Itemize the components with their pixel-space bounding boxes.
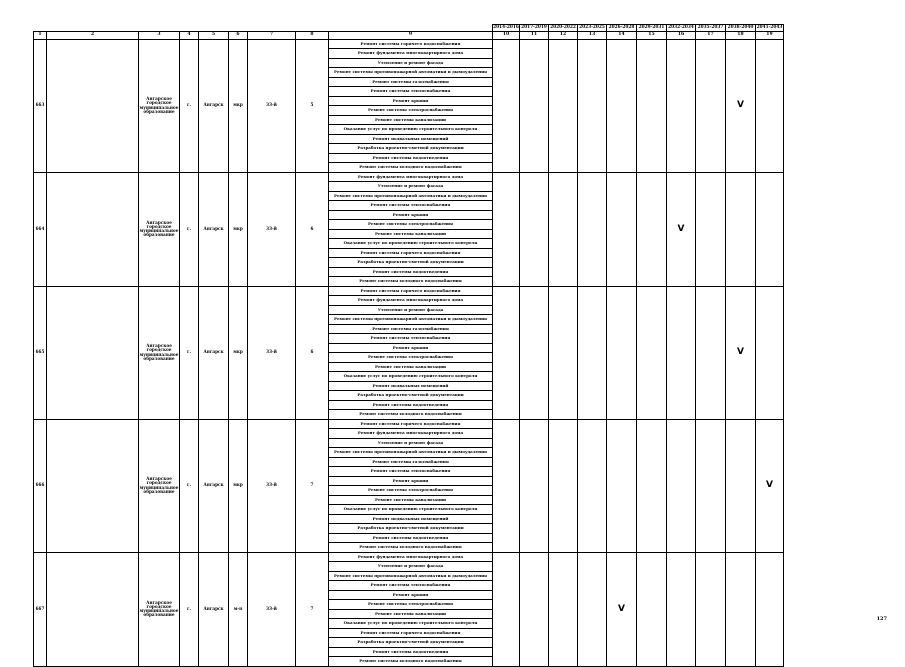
- period-cell: [696, 39, 726, 172]
- work-type-cell: Ремонт системы горячего водоснабжения: [329, 419, 493, 429]
- column-number-cell: 14: [607, 32, 637, 40]
- district-cell: [47, 419, 139, 552]
- work-type-cell: Ремонт крыши: [329, 476, 493, 486]
- column-number-cell: 12: [549, 32, 578, 40]
- period-cell: [696, 172, 726, 286]
- scheduled-mark: V: [756, 419, 784, 552]
- work-type-cell: Ремонт системы электроснабжения: [329, 353, 493, 363]
- period-header-cell: 2020-2022: [550, 24, 576, 30]
- work-type-cell: Ремонт системы противопожарной автоматики и дымоудаления: [329, 68, 493, 78]
- period-cell: [549, 39, 578, 172]
- page-number: 127: [876, 616, 887, 622]
- work-type-cell: Ремонт системы противопожарной автоматики и дымоудаления: [329, 315, 493, 325]
- header-blank-cell: [34, 25, 47, 32]
- column-number-row: [34, 32, 784, 40]
- settlement-type-cell: г.: [180, 39, 199, 172]
- period-cell: [607, 172, 637, 286]
- settlement-type-cell: г.: [180, 286, 199, 419]
- column-number-cell: 17: [696, 32, 726, 40]
- period-cell: [549, 552, 578, 666]
- period-cell: [607, 39, 637, 172]
- work-type-cell: Ремонт системы противопожарной автоматики и дымоудаления: [329, 571, 493, 581]
- period-header-cell: 2029-2031: [637, 25, 667, 32]
- work-type-cell: Ремонт системы водоотведения: [329, 267, 493, 277]
- header-blank-cell: [329, 25, 493, 32]
- work-type-cell: Ремонт системы горячего водоснабжения: [329, 628, 493, 638]
- period-cell: [520, 552, 549, 666]
- settlement-type-cell: г.: [180, 419, 199, 552]
- street-cell: 33-й: [248, 286, 296, 419]
- work-type-cell: Ремонт системы канализации: [329, 229, 493, 239]
- period-cell: [520, 39, 549, 172]
- work-type-cell: Ремонт системы теплоснабжения: [329, 467, 493, 477]
- column-number-cell: 6: [229, 32, 248, 40]
- work-type-cell: Ремонт системы противопожарной автоматики и дымоудаления: [329, 191, 493, 201]
- column-number-cell: 10: [493, 32, 520, 40]
- work-type-cell: Ремонт системы противопожарной автоматики и дымоудаления: [329, 448, 493, 458]
- period-cell: [637, 39, 667, 172]
- header-blank-cell: [248, 25, 296, 32]
- work-type-cell: Ремонт системы канализации: [329, 609, 493, 619]
- work-type-cell: Ремонт системы электроснабжения: [329, 486, 493, 496]
- column-number-cell: 18: [726, 32, 756, 40]
- column-number-cell: 4: [180, 32, 199, 40]
- period-cell: [637, 552, 667, 666]
- header-blank-cell: [229, 25, 248, 32]
- work-type-cell: Ремонт крыши: [329, 210, 493, 220]
- settlement-cell: Ангарск: [199, 172, 229, 286]
- work-type-cell: Ремонт системы холодного водоснабжения: [329, 163, 493, 173]
- building-number-cell: 664: [34, 172, 47, 286]
- period-cell: [667, 552, 696, 666]
- period-header-cell: 2041-2043: [756, 24, 783, 30]
- table-row: [34, 39, 784, 49]
- work-type-cell: Утепление и ремонт фасада: [329, 58, 493, 68]
- work-type-cell: Ремонт системы горячего водоснабжения: [329, 39, 493, 49]
- period-header-cell: 2035-2037: [696, 25, 726, 32]
- period-header-cell: 2038-2040: [726, 25, 756, 32]
- period-header-row: [34, 25, 784, 32]
- scheduled-mark: V: [726, 286, 756, 419]
- column-number-cell: 5: [199, 32, 229, 40]
- period-cell: [637, 419, 667, 552]
- street-cell: 33-й: [248, 419, 296, 552]
- work-type-cell: Ремонт системы канализации: [329, 115, 493, 125]
- district-cell: [47, 286, 139, 419]
- column-number-cell: 11: [520, 32, 549, 40]
- settlement-cell: Ангарск: [199, 39, 229, 172]
- work-type-cell: Оказание услуг по проведению строительного контроля: [329, 125, 493, 135]
- work-type-cell: Оказание услуг по проведению строительного контроля: [329, 372, 493, 382]
- period-cell: [578, 39, 607, 172]
- municipality-cell: Ангарское городское муниципальное образование: [139, 419, 180, 552]
- work-type-cell: Ремонт системы холодного водоснабжения: [329, 543, 493, 553]
- building-number-cell: 667: [34, 552, 47, 666]
- work-type-cell: Разработка проектно-сметной документации: [329, 144, 493, 154]
- work-type-cell: Ремонт системы водоотведения: [329, 153, 493, 163]
- period-cell: [696, 552, 726, 666]
- work-type-cell: Разработка проектно-сметной документации: [329, 391, 493, 401]
- work-type-cell: Утепление и ремонт фасада: [329, 305, 493, 315]
- scheduled-mark: V: [726, 39, 756, 172]
- work-type-cell: Ремонт системы холодного водоснабжения: [329, 657, 493, 667]
- settlement-cell: Ангарск: [199, 552, 229, 666]
- period-cell: [578, 419, 607, 552]
- period-cell: [607, 286, 637, 419]
- scheduled-mark: V: [607, 552, 637, 666]
- period-cell: [493, 286, 520, 419]
- work-type-cell: Оказание услуг по проведению строительного контроля: [329, 505, 493, 515]
- municipality-cell: Ангарское городское муниципальное образование: [139, 552, 180, 666]
- period-cell: [756, 39, 784, 172]
- work-type-cell: Ремонт системы теплоснабжения: [329, 201, 493, 211]
- work-type-cell: Оказание услуг по проведению строительного контроля: [329, 239, 493, 249]
- building-number-cell: 666: [34, 419, 47, 552]
- work-type-cell: Разработка проектно-сметной документации: [329, 524, 493, 534]
- period-cell: [578, 552, 607, 666]
- municipality-cell: Ангарское городское муниципальное образование: [139, 39, 180, 172]
- period-cell: [520, 286, 549, 419]
- street-type-cell: м-н: [229, 552, 248, 666]
- work-type-cell: Ремонт системы горячего водоснабжения: [329, 248, 493, 258]
- work-type-cell: Ремонт системы холодного водоснабжения: [329, 277, 493, 287]
- column-number-cell: 16: [667, 32, 696, 40]
- period-cell: [726, 419, 756, 552]
- settlement-cell: Ангарск: [199, 419, 229, 552]
- period-header-cell: 2014-2016: [493, 24, 519, 30]
- period-cell: [607, 419, 637, 552]
- settlement-cell: Ангарск: [199, 286, 229, 419]
- work-type-cell: Ремонт системы газоснабжения: [329, 324, 493, 334]
- house-cell: 6: [296, 286, 329, 419]
- period-cell: [696, 419, 726, 552]
- period-cell: [696, 286, 726, 419]
- header-blank-cell: [47, 25, 139, 32]
- period-cell: [756, 552, 784, 666]
- work-type-cell: Ремонт фундамента многоквартирного дома: [329, 296, 493, 306]
- period-cell: [520, 172, 549, 286]
- period-cell: [637, 172, 667, 286]
- period-header-cell: 2017-2019: [521, 24, 547, 30]
- table-row: [34, 552, 784, 562]
- work-type-cell: Утепление и ремонт фасада: [329, 438, 493, 448]
- header-blank-cell: [180, 25, 199, 32]
- period-cell: [756, 286, 784, 419]
- municipality-cell: Ангарское городское муниципальное образование: [139, 286, 180, 419]
- work-type-cell: Ремонт системы водоотведения: [329, 533, 493, 543]
- period-cell: [493, 172, 520, 286]
- work-type-cell: Ремонт системы канализации: [329, 362, 493, 372]
- street-cell: 33-й: [248, 552, 296, 666]
- header-blank-cell: [199, 25, 229, 32]
- work-type-cell: Ремонт системы газоснабжения: [329, 457, 493, 467]
- period-cell: [637, 286, 667, 419]
- column-number-cell: 8: [296, 32, 329, 40]
- period-cell: [493, 419, 520, 552]
- municipality-cell: Ангарское городское муниципальное образование: [139, 172, 180, 286]
- column-number-cell: 9: [329, 32, 493, 40]
- scheduled-mark: V: [667, 172, 696, 286]
- district-cell: [47, 172, 139, 286]
- work-type-cell: Ремонт системы канализации: [329, 495, 493, 505]
- work-type-cell: Ремонт подвальных помещений: [329, 381, 493, 391]
- period-cell: [726, 552, 756, 666]
- period-cell: [667, 39, 696, 172]
- district-cell: [47, 552, 139, 666]
- house-cell: 6: [296, 172, 329, 286]
- column-number-cell: 15: [637, 32, 667, 40]
- work-type-cell: Ремонт фундамента многоквартирного дома: [329, 429, 493, 439]
- work-type-cell: Ремонт фундамента многоквартирного дома: [329, 172, 493, 182]
- street-type-cell: мкр: [229, 286, 248, 419]
- work-type-cell: Ремонт системы электроснабжения: [329, 600, 493, 610]
- settlement-type-cell: г.: [180, 172, 199, 286]
- period-cell: [520, 419, 549, 552]
- work-type-cell: Ремонт системы водоотведения: [329, 400, 493, 410]
- period-cell: [578, 286, 607, 419]
- column-number-cell: 3: [139, 32, 180, 40]
- building-number-cell: 665: [34, 286, 47, 419]
- work-type-cell: Ремонт системы теплоснабжения: [329, 581, 493, 591]
- work-type-cell: Ремонт крыши: [329, 590, 493, 600]
- work-type-cell: Ремонт системы электроснабжения: [329, 220, 493, 230]
- column-number-cell: 19: [756, 32, 784, 40]
- column-number-cell: 1: [34, 32, 47, 40]
- street-type-cell: мкр: [229, 39, 248, 172]
- period-cell: [493, 552, 520, 666]
- work-type-cell: Ремонт системы водоотведения: [329, 647, 493, 657]
- period-cell: [667, 286, 696, 419]
- header-blank-cell: [139, 25, 180, 32]
- column-number-cell: 7: [248, 32, 296, 40]
- period-cell: [549, 172, 578, 286]
- work-type-cell: Ремонт подвальных помещений: [329, 514, 493, 524]
- period-cell: [667, 419, 696, 552]
- period-cell: [578, 172, 607, 286]
- work-type-cell: Утепление и ремонт фасада: [329, 562, 493, 572]
- house-cell: 7: [296, 552, 329, 666]
- house-cell: 7: [296, 419, 329, 552]
- work-type-cell: Ремонт крыши: [329, 343, 493, 353]
- street-type-cell: мкр: [229, 419, 248, 552]
- header-blank-cell: [296, 25, 329, 32]
- house-cell: 5: [296, 39, 329, 172]
- period-cell: [549, 419, 578, 552]
- street-cell: 33-й: [248, 39, 296, 172]
- column-number-cell: 13: [578, 32, 607, 40]
- work-type-cell: Ремонт крыши: [329, 96, 493, 106]
- work-type-cell: Ремонт подвальных помещений: [329, 134, 493, 144]
- work-type-cell: Ремонт системы теплоснабжения: [329, 87, 493, 97]
- street-cell: 33-й: [248, 172, 296, 286]
- work-type-cell: Ремонт системы теплоснабжения: [329, 334, 493, 344]
- work-type-cell: Оказание услуг по проведению строительного контроля: [329, 619, 493, 629]
- settlement-type-cell: г.: [180, 552, 199, 666]
- period-header-cell: 2026-2028: [607, 25, 637, 32]
- work-type-cell: Ремонт системы горячего водоснабжения: [329, 286, 493, 296]
- work-type-cell: Ремонт фундамента многоквартирного дома: [329, 49, 493, 59]
- column-number-cell: 2: [47, 32, 139, 40]
- table-row: [34, 419, 784, 429]
- period-cell: [549, 286, 578, 419]
- street-type-cell: мкр: [229, 172, 248, 286]
- capital-repair-schedule-table: [33, 24, 784, 667]
- work-type-cell: Ремонт фундамента многоквартирного дома: [329, 552, 493, 562]
- period-header-cell: 2032-2034: [668, 24, 694, 30]
- work-type-cell: Ремонт системы холодного водоснабжения: [329, 410, 493, 420]
- district-cell: [47, 39, 139, 172]
- table-row: [34, 286, 784, 296]
- work-type-cell: Утепление и ремонт фасада: [329, 182, 493, 192]
- table-row: [34, 172, 784, 182]
- period-cell: [726, 172, 756, 286]
- period-header-cell: 2023-2025: [579, 24, 605, 30]
- building-number-cell: 663: [34, 39, 47, 172]
- work-type-cell: Ремонт системы электроснабжения: [329, 106, 493, 116]
- work-type-cell: Разработка проектно-сметной документации: [329, 638, 493, 648]
- work-type-cell: Ремонт системы газоснабжения: [329, 77, 493, 87]
- period-cell: [756, 172, 784, 286]
- work-type-cell: Разработка проектно-сметной документации: [329, 258, 493, 268]
- period-cell: [493, 39, 520, 172]
